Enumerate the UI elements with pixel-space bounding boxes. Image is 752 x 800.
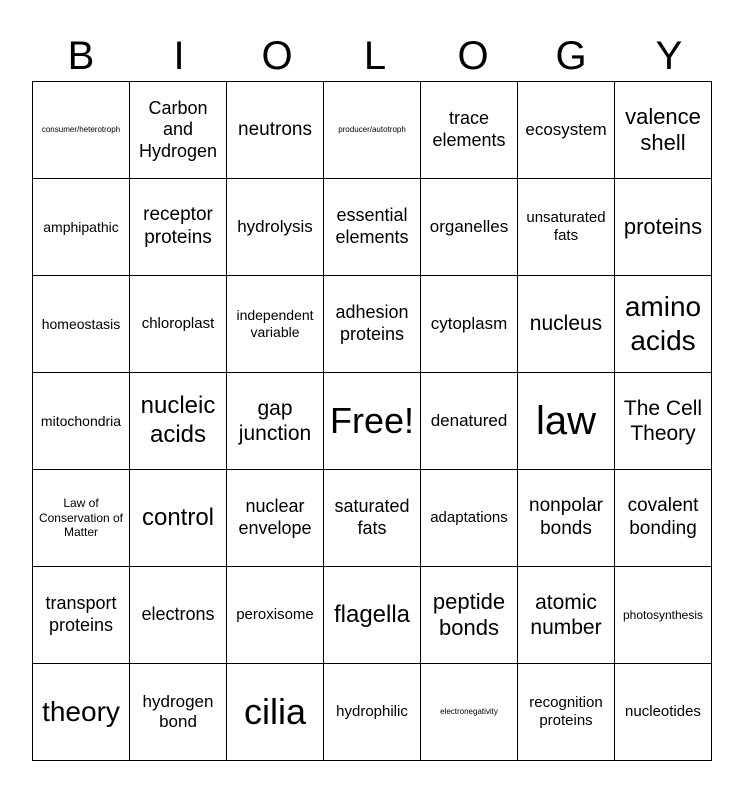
bingo-cell: trace elements [421, 82, 518, 179]
header-letter: O [457, 34, 489, 78]
bingo-cell: unsaturated fats [518, 179, 615, 276]
bingo-cell: receptor proteins [130, 179, 227, 276]
bingo-cell: transport proteins [33, 567, 130, 664]
bingo-cell: electronegativity [421, 664, 518, 761]
bingo-cell: consumer/heterotroph [33, 82, 130, 179]
board-row [33, 470, 712, 567]
board-row [33, 276, 712, 373]
bingo-cell: chloroplast [130, 276, 227, 373]
bingo-cell: control [130, 470, 227, 567]
free-cell: Free! [324, 373, 421, 470]
bingo-cell: amphipathic [33, 179, 130, 276]
bingo-board [32, 81, 712, 761]
bingo-cell: peptide bonds [421, 567, 518, 664]
header-letter: O [261, 34, 293, 78]
bingo-cell: independent variable [227, 276, 324, 373]
bingo-header [32, 30, 720, 82]
bingo-cell: amino acids [615, 276, 712, 373]
bingo-cell: mitochondria [33, 373, 130, 470]
bingo-cell: theory [33, 664, 130, 761]
bingo-cell: saturated fats [324, 470, 421, 567]
bingo-cell: nuclear envelope [227, 470, 324, 567]
bingo-cell: photosynthesis [615, 567, 712, 664]
board-row [33, 179, 712, 276]
header-letter: G [555, 34, 587, 78]
bingo-cell: recognition proteins [518, 664, 615, 761]
bingo-cell: neutrons [227, 82, 324, 179]
board-row [33, 567, 712, 664]
bingo-cell: nucleus [518, 276, 615, 373]
header-letter: I [173, 34, 185, 78]
bingo-cell: electrons [130, 567, 227, 664]
board-row [33, 373, 712, 470]
bingo-cell: nucleic acids [130, 373, 227, 470]
bingo-cell: cilia [227, 664, 324, 761]
bingo-cell: Carbon and Hydrogen [130, 82, 227, 179]
bingo-cell: flagella [324, 567, 421, 664]
bingo-cell: homeostasis [33, 276, 130, 373]
bingo-cell: nucleotides [615, 664, 712, 761]
board-row [33, 664, 712, 761]
board-row [33, 82, 712, 179]
bingo-cell: The Cell Theory [615, 373, 712, 470]
bingo-cell: hydrophilic [324, 664, 421, 761]
header-letter: L [363, 34, 387, 78]
bingo-cell: atomic number [518, 567, 615, 664]
bingo-cell: adaptations [421, 470, 518, 567]
header-letter: B [67, 34, 95, 78]
bingo-cell: Law of Conservation of Matter [33, 470, 130, 567]
header-letter: Y [655, 34, 683, 78]
bingo-cell: producer/autotroph [324, 82, 421, 179]
bingo-cell: adhesion proteins [324, 276, 421, 373]
bingo-cell: essential elements [324, 179, 421, 276]
bingo-cell: denatured [421, 373, 518, 470]
bingo-cell: proteins [615, 179, 712, 276]
bingo-cell: ecosystem [518, 82, 615, 179]
bingo-cell: nonpolar bonds [518, 470, 615, 567]
bingo-cell: valence shell [615, 82, 712, 179]
bingo-cell: gap junction [227, 373, 324, 470]
bingo-cell: hydrogen bond [130, 664, 227, 761]
bingo-cell: cytoplasm [421, 276, 518, 373]
bingo-cell: covalent bonding [615, 470, 712, 567]
bingo-cell: hydrolysis [227, 179, 324, 276]
bingo-cell: peroxisome [227, 567, 324, 664]
bingo-cell: law [518, 373, 615, 470]
bingo-cell: organelles [421, 179, 518, 276]
